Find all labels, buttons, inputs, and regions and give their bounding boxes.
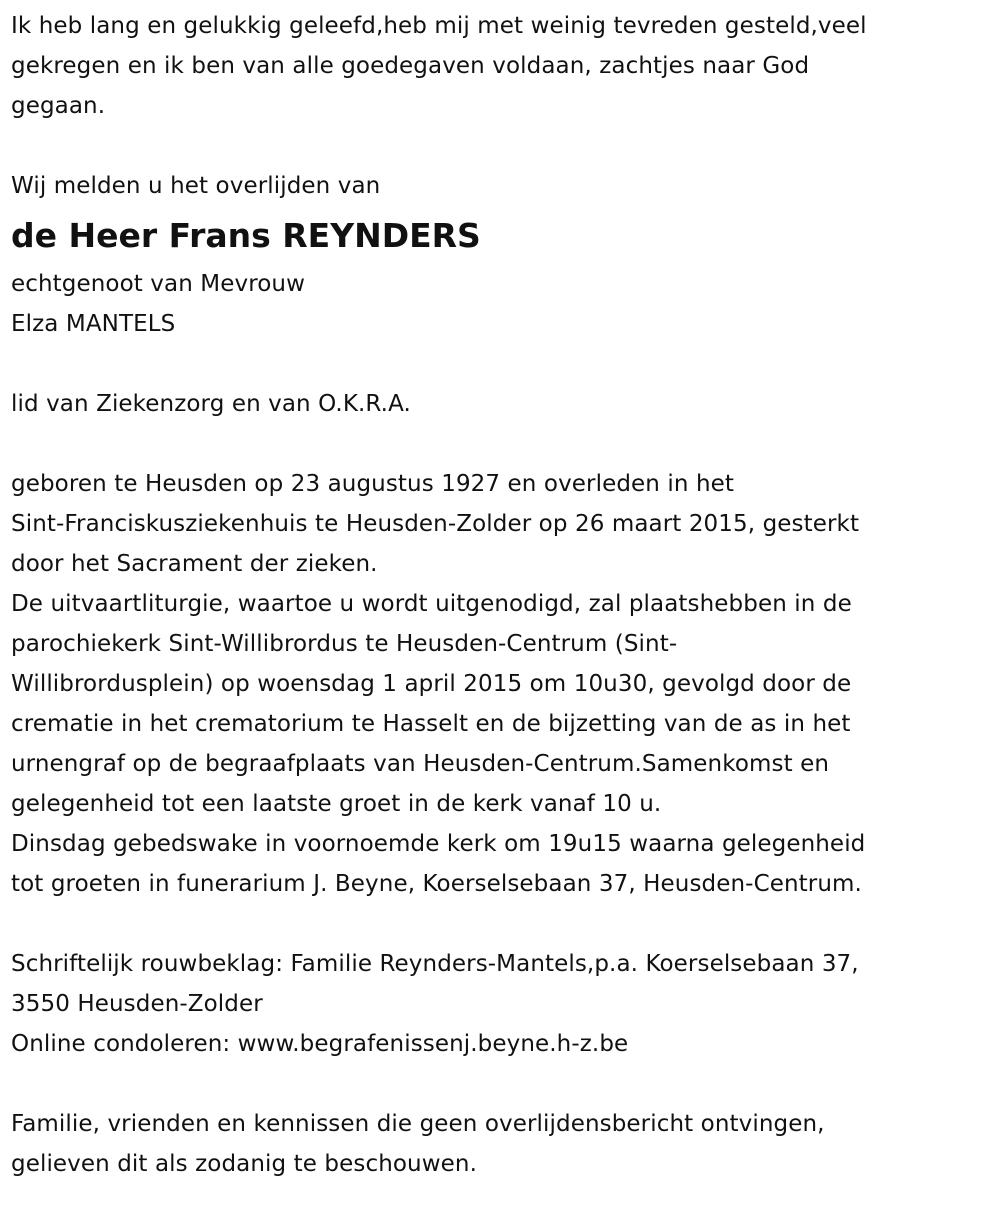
- spouse-line: echtgenoot van Mevrouw: [11, 271, 306, 297]
- spouse-line: Elza MANTELS: [11, 311, 176, 337]
- details-line: parochiekerk Sint-Willibrordus te Heusden-Centrum (Sint-: [11, 631, 678, 657]
- condolence-line: 3550 Heusden-Zolder: [11, 991, 263, 1017]
- membership-text: lid van Ziekenzorg en van O.K.R.A.: [11, 391, 411, 417]
- details-line: urnengraf op de begraafplaats van Heusden-Centrum.Samenkomst en: [11, 751, 830, 777]
- details-line: gelegenheid tot een laatste groet in de kerk vanaf 10 u.: [11, 791, 662, 817]
- condolence-line: Online condoleren: www.begrafenissenj.beyne.h-z.be: [11, 1031, 629, 1057]
- details-line: Sint-Franciskusziekenhuis te Heusden-Zolder op 26 maart 2015, gesterkt: [11, 511, 860, 537]
- closing-line: gelieven dit als zodanig te beschouwen.: [11, 1151, 477, 1177]
- spacer: [11, 126, 990, 166]
- spacer: [11, 344, 990, 384]
- deceased-name: de Heer Frans REYNDERS: [11, 216, 481, 255]
- details-line: Willibrordusplein) op woensdag 1 april 2015 om 10u30, gevolgd door de: [11, 671, 852, 697]
- funeral-details: [11, 464, 990, 904]
- closing-line: Familie, vrienden en kennissen die geen overlijdensbericht ontvingen,: [11, 1111, 825, 1137]
- spacer: [11, 904, 990, 944]
- spacer: [11, 424, 990, 464]
- details-line: door het Sacrament der zieken.: [11, 551, 378, 577]
- intro-paragraph: [11, 6, 990, 126]
- intro-line: Ik heb lang en gelukkig geleefd,heb mij met weinig tevreden gesteld,veel: [11, 13, 867, 39]
- spouse-info: [11, 264, 990, 344]
- announcement-text: Wij melden u het overlijden van: [11, 173, 381, 199]
- intro-line: gegaan.: [11, 93, 106, 119]
- closing-paragraph: [11, 1104, 990, 1184]
- details-line: Dinsdag gebedswake in voornoemde kerk om 19u15 waarna gelegenheid: [11, 831, 866, 857]
- details-line: tot groeten in funerarium J. Beyne, Koerselsebaan 37, Heusden-Centrum.: [11, 871, 862, 897]
- intro-line: gekregen en ik ben van alle goedegaven voldaan, zachtjes naar God: [11, 53, 810, 79]
- condolence-line: Schriftelijk rouwbeklag: Familie Reynders-Mantels,p.a. Koerselsebaan 37,: [11, 951, 859, 977]
- details-line: geboren te Heusden op 23 augustus 1927 en overleden in het: [11, 471, 734, 497]
- details-line: crematie in het crematorium te Hasselt en de bijzetting van de as in het: [11, 711, 851, 737]
- spacer: [11, 1064, 990, 1104]
- condolence-info: [11, 944, 990, 1064]
- details-line: De uitvaartliturgie, waartoe u wordt uitgenodigd, zal plaatshebben in de: [11, 591, 852, 617]
